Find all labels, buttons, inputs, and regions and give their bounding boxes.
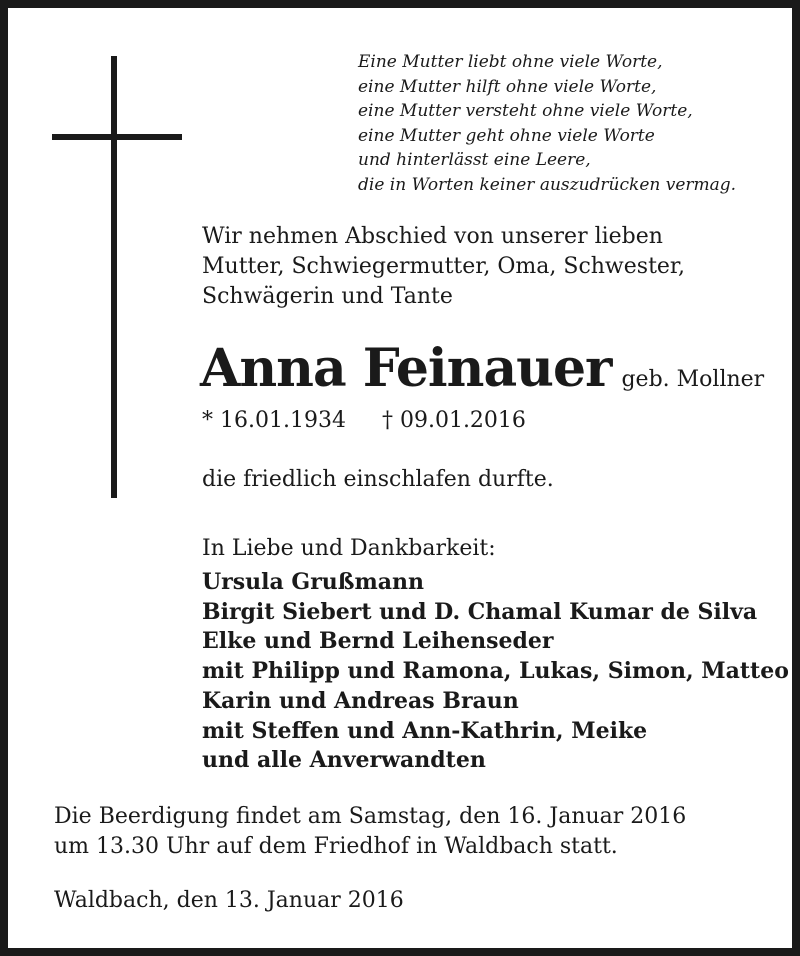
mourner-line: und alle Anverwandten bbox=[202, 747, 486, 774]
mourner-line: mit Steffen und Ann-Kathrin, Meike bbox=[202, 717, 648, 744]
birth-date: * 16.01.1934 bbox=[202, 408, 346, 433]
poem bbox=[358, 50, 778, 198]
deceased-name: Anna Feinauer bbox=[200, 338, 612, 399]
funeral-info bbox=[54, 802, 686, 862]
intro-text bbox=[202, 222, 782, 312]
passing-text: die friedlich einschlafen durfte. bbox=[202, 467, 554, 492]
intro-line: Wir nehmen Abschied von unserer lieben bbox=[202, 224, 663, 249]
mourners-list bbox=[202, 568, 789, 776]
funeral-line: um 13.30 Uhr auf dem Friedhof in Waldbach statt. bbox=[54, 834, 618, 859]
maiden-name: geb. Mollner bbox=[621, 367, 765, 392]
poem-line: eine Mutter geht ohne viele Worte bbox=[358, 125, 655, 146]
mourner-line: Karin und Andreas Braun bbox=[202, 687, 519, 714]
poem-line: eine Mutter versteht ohne viele Worte, bbox=[358, 101, 693, 122]
intro-line: Schwägerin und Tante bbox=[202, 284, 453, 309]
life-dates bbox=[202, 408, 526, 433]
poem-line: eine Mutter hilft ohne viele Worte, bbox=[358, 76, 657, 97]
poem-line: und hinterlässt eine Leere, bbox=[358, 150, 591, 171]
intro-line: Mutter, Schwiegermutter, Oma, Schwester, bbox=[202, 254, 686, 279]
death-date: † 09.01.2016 bbox=[381, 408, 526, 433]
mourner-line: Birgit Siebert und D. Chamal Kumar de Silva bbox=[202, 598, 758, 625]
mourner-line: Elke und Bernd Leihenseder bbox=[202, 628, 554, 655]
deceased-heading bbox=[200, 338, 764, 399]
mourner-line: Ursula Grußmann bbox=[202, 569, 425, 595]
place-date: Waldbach, den 13. Januar 2016 bbox=[54, 888, 404, 913]
cross-icon-bar bbox=[52, 134, 182, 140]
thanks-text: In Liebe und Dankbarkeit: bbox=[202, 536, 496, 561]
poem-line: Eine Mutter liebt ohne viele Worte, bbox=[358, 52, 663, 72]
mourner-line: mit Philipp und Ramona, Lukas, Simon, Matteo bbox=[202, 658, 789, 685]
poem-line: die in Worten keiner auszudrücken vermag. bbox=[358, 174, 737, 195]
funeral-line: Die Beerdigung findet am Samstag, den 16. Januar 2016 bbox=[54, 804, 687, 829]
cross-icon bbox=[111, 56, 117, 498]
